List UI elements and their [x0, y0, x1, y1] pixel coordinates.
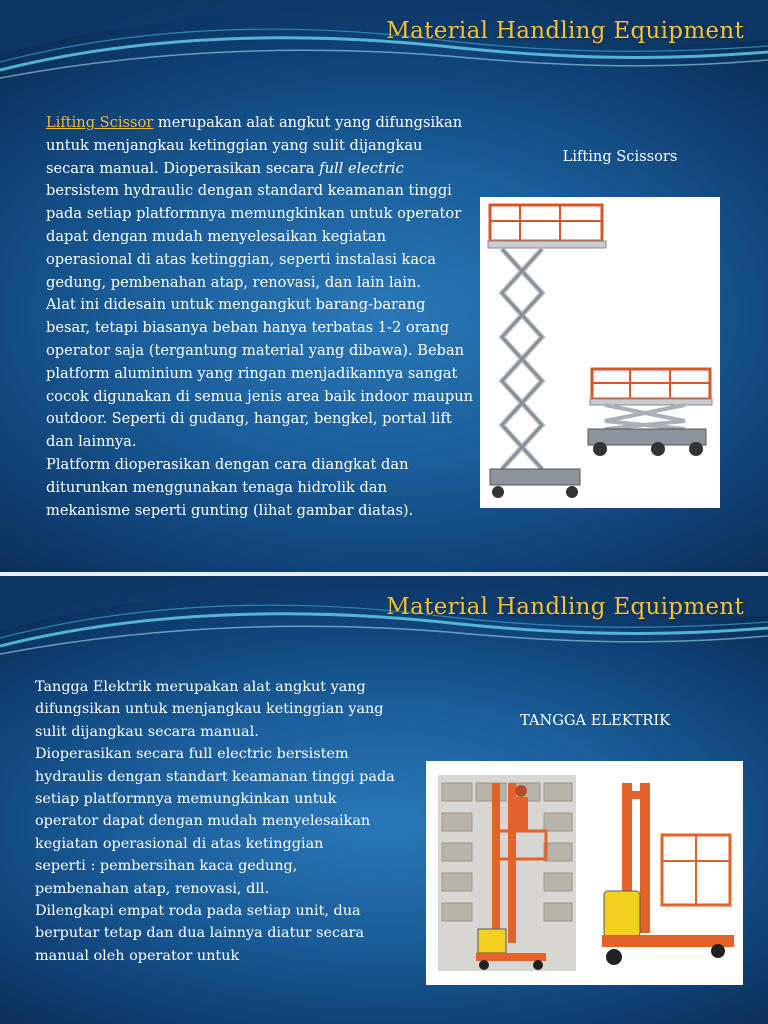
- paragraph-1a: merupakan alat angkut yang difungsikan untuk menjangkau ketinggian yang sulit dijangkau secara manual. Dioperasikan secara: [46, 114, 463, 177]
- paragraph-1: Tangga Elektrik merupakan alat angkut yang difungsikan untuk menjangkau ketinggian yang sulit dijangkau secara manual.: [35, 679, 384, 740]
- paragraph-3: Platform dioperasikan dengan cara diangkat dan diturunkan menggunakan tenaga hidrolik dan mekanisme seperti gunting (lihat gambar diatas).: [46, 455, 414, 519]
- paragraph-2: Alat ini didesain untuk mengangkut barang-barang besar, tetapi biasanya beban hanya terbatas 1-2 orang operator saja (tergantung material yang dibawa). Beban platform aluminium yang ringan menjadikannya sangat cocok digunakan di semua jenis area baik indoor maupun outdoor. Seperti di gudang, hangar, bengkel, portal lift dan lainnya.: [46, 296, 474, 451]
- image-caption: TANGGA ELEKTRIK: [519, 712, 671, 729]
- paragraph-2: Dioperasikan secara full electric bersistem hydraulis dengan standart keamanan tinggi pada setiap platformnya memungkinkan untuk operator dapat dengan mudah menyelesaikan kegiatan operasional di atas ketinggian: [35, 746, 395, 852]
- scissor-lift-image: [480, 197, 720, 508]
- description-text: [46, 112, 474, 522]
- slide-tangga-elektrik: [0, 576, 768, 1024]
- paragraph-3: seperti : pembersihan kaca gedung, pembenahan atap, renovasi, dll.: [35, 858, 298, 897]
- header-swoosh-decoration: [0, 576, 768, 666]
- paragraph-1-italic: full electric: [319, 159, 404, 177]
- slide-title: Material Handling Equipment: [386, 594, 744, 620]
- lifting-scissor-link[interactable]: Lifting Scissor: [46, 114, 154, 131]
- paragraph-1b: bersistem hydraulic dengan standard keamanan tinggi pada setiap platformnya memungkinkan untuk operator dapat dengan mudah menyelesaikan kegiatan operasional di atas ketinggian, seperti instalasi kaca gedung, pembenahan atap, renovasi, dan lain lain.: [46, 182, 462, 291]
- header-swoosh-decoration: [0, 0, 768, 90]
- paragraph-4: Dilengkapi empat roda pada setiap unit, dua berputar tetap dan dua lainnya diatur secara manual oleh operator untuk: [35, 903, 365, 964]
- description-text: [35, 676, 395, 967]
- slide-title: Material Handling Equipment: [386, 18, 744, 44]
- electric-ladder-image: [426, 761, 743, 985]
- image-caption: Lifting Scissors: [562, 148, 678, 165]
